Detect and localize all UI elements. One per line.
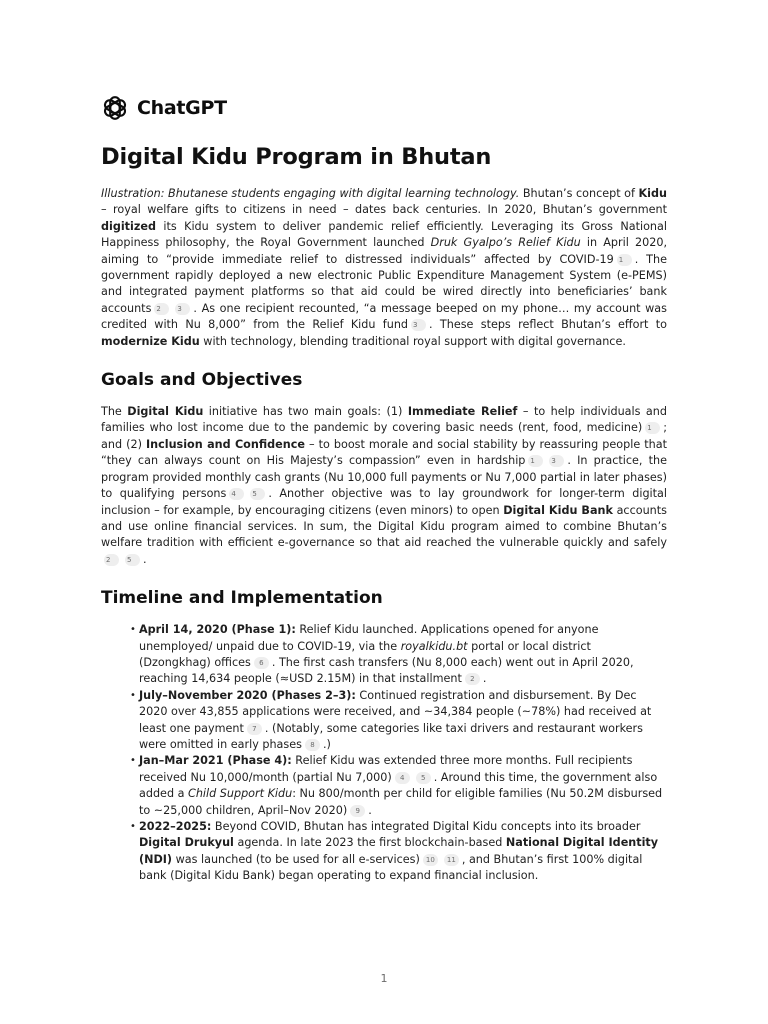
citation-badge[interactable]: 1 [528, 455, 543, 467]
timeline-heading: Timeline and Implementation [101, 588, 383, 609]
citation-badge[interactable]: 2 [104, 554, 119, 566]
citation-badge[interactable]: 10 [423, 854, 438, 866]
page-title: Digital Kidu Program in Bhutan [101, 144, 492, 170]
goals-heading: Goals and Objectives [101, 370, 303, 391]
citation-badge[interactable]: 3 [411, 319, 426, 331]
citation-badge[interactable]: 11 [444, 854, 459, 866]
illustration-caption: Illustration: Bhutanese students engaging with digital learning technology. [101, 187, 520, 200]
brand-header [101, 94, 667, 122]
citation-badge[interactable]: 1 [617, 254, 632, 266]
timeline-list [101, 622, 667, 885]
citation-badge[interactable]: 5 [250, 488, 265, 500]
list-item: • Jan–Mar 2021 (Phase 4): Relief Kidu was extended three more months. Full recipients received Nu 10,000/month (partial Nu 7,000) 4 5 . Around this time, the government also added a Child Support Kidu: Nu 800/month per child for eligible families (Nu 50.2M disbursed to ~25,000 children, April–Nov 2020) 9 . [139, 753, 665, 819]
timeline-date: 2022–2025: [139, 820, 212, 833]
citation-badge[interactable]: 4 [229, 488, 244, 500]
citation-badge[interactable]: 5 [416, 772, 431, 784]
list-item: • April 14, 2020 (Phase 1): Relief Kidu launched. Applications opened for anyone unemployed/ unpaid due to COVID-19, via the royalkidu.bt portal or local district (Dzongkhag) offices 6 . The first cash transfers (Nu 8,000 each) went out in April 2020, reaching 14,634 people (≈USD 2.15M) in that installment 2 . [139, 622, 665, 688]
citation-badge[interactable]: 2 [154, 303, 169, 315]
timeline-date: Jan–Mar 2021 (Phase 4): [139, 754, 292, 768]
citation-badge[interactable]: 2 [465, 673, 480, 685]
list-item: • July–November 2020 (Phases 2–3): Continued registration and disbursement. By Dec 2020 over 43,855 applications were received, and ~34,384 people (~78%) had received at least one payment 7 . (Notably, some categories like taxi drivers and restaurant workers were omitted in early phases 8 .) [139, 688, 665, 754]
timeline-date: July–November 2020 (Phases 2–3): [139, 688, 356, 702]
citation-badge[interactable]: 1 [645, 422, 660, 434]
citation-badge[interactable]: 8 [305, 739, 320, 751]
citation-badge[interactable]: 4 [395, 772, 410, 784]
timeline-date: April 14, 2020 (Phase 1): [139, 623, 296, 637]
page-number: 1 [380, 972, 388, 985]
portal-link-text: royalkidu.bt [400, 639, 468, 653]
citation-badge[interactable]: 5 [125, 554, 140, 566]
openai-logo-icon [101, 94, 129, 122]
document-page [101, 94, 667, 885]
citation-badge[interactable]: 9 [350, 805, 365, 817]
list-item: • 2022–2025: Beyond COVID, Bhutan has integrated Digital Kidu concepts into its broader Digital Drukyul agenda. In late 2023 the first blockchain-based National Digital Identity (NDI) was launched (to be used for all e-services) 10 11 , and Bhutan’s first 100% digital bank (Digital Kidu Bank) began operating to expand financial inclusion. [139, 819, 665, 885]
goals-paragraph: The Digital Kidu initiative has two main goals: (1) Immediate Relief – to help individuals and families who lost income due to the pandemic by covering basic needs (rent, food, medicine) 1 ; and (2) Inclusion and Confidence – to boost morale and social stability by reassuring people that “they can always count on His Majesty’s compassion” even in hardship 1 3 . In practice, the program provided monthly cash grants (Nu 10,000 full payments or Nu 7,000 partial in later phases) to qualifying persons 4 5 . Another objective was to lay groundwork for longer-term digital inclusion – for example, by encouraging citizens (even minors) to open Digital Kidu Bank accounts and use online financial services. In sum, the Digital Kidu program aimed to combine Bhutan’s welfare tradition with efficient e-governance so that aid reached the vulnerable quickly and safely2 5 . [101, 405, 668, 566]
citation-badge[interactable]: 6 [254, 657, 269, 669]
citation-badge[interactable]: 7 [247, 723, 262, 735]
brand-name: ChatGPT [137, 97, 227, 119]
citation-badge[interactable]: 3 [549, 455, 564, 467]
intro-paragraph: Illustration: Bhutanese students engaging with digital learning technology. Bhutan’s concept of Kidu – royal welfare gifts to citizens in need – dates back centuries. In 2020, Bhutan’s government digitized its Kidu system to deliver pandemic relief efficiently. Leveraging its Gross National Happiness philosophy, the Royal Government launched Druk Gyalpo’s Relief Kidu in April 2020, aiming to “provide immediate relief to distressed individuals” affected by COVID-19 1 . The government rapidly deployed a new electronic Public Expenditure Management System (e-PEMS) and integrated payment platforms so that aid could be wired directly into beneficiaries’ bank accounts 2 3 . As one recipient recounted, “a message beeped on my phone… my account was credited with Nu 8,000” from the Relief Kidu fund 3 . These steps reflect Bhutan’s effort to modernize Kidu with technology, blending traditional royal support with digital governance. [101, 187, 668, 348]
citation-badge[interactable]: 3 [175, 303, 190, 315]
